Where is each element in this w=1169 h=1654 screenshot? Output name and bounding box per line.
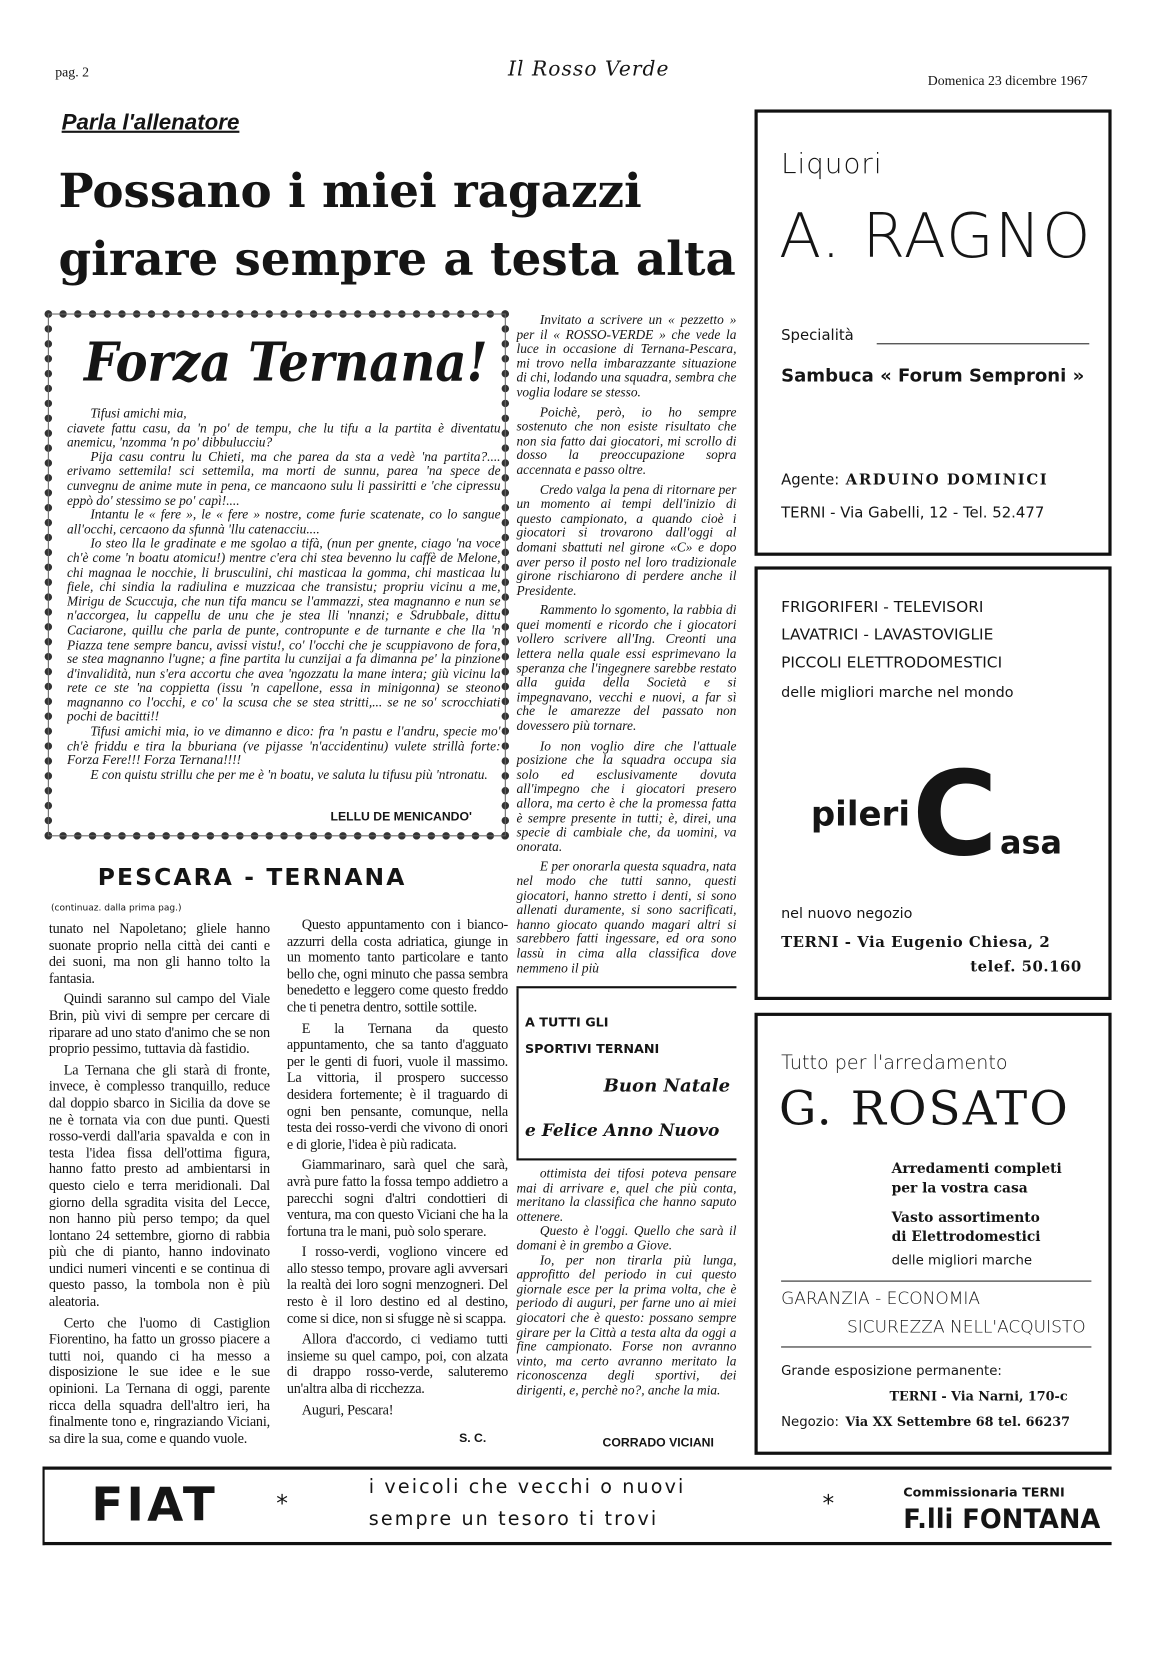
title-part: TERNANA (266, 865, 407, 892)
ad-dealer: F.lli FONTANA (903, 1503, 1101, 1535)
ad-text: delle migliori marche nel mondo (781, 684, 1014, 702)
paragraph: Credo valga la pena di ritornare per un momento ai tempi dell'inizio di questo campionato, a quando cioè i giocatori si trovarono dall'oggi al domani sbattuti nel girone «C» e dopo aver perso il posto nel loro tradizionale girone rischiarono di perdere anche il Presidente. (516, 481, 737, 598)
paragraph: Auguri, Pescara! (301, 1401, 394, 1418)
divider (781, 1281, 1091, 1282)
ad-text: Agente: (781, 471, 840, 489)
ad-slogan: i veicoli che vecchi o nuovi (368, 1476, 686, 1499)
greetings-line: A TUTTI GLI (524, 1014, 609, 1030)
ad-brand: G. ROSATO (778, 1081, 1070, 1137)
paragraph: E la Ternana da questo appuntamento, che sa tanto d'agguato per le genti di fuori, vuole il massimo. La vittoria, il prospero successo desidera fortemente; è il traguardo di ogni ben pensante, comunque, nella testa dei rosso-verdi che vivono di onori e di glorie, l'idea è più radicata. (286, 1019, 508, 1152)
paragraph: Questo appuntamento con i bianco-azzurri della costa adriatica, giunge in un momento tanto particolare e tanto bello che, ogni minuto che passa sembra benedetto e leggero come questo freddo che ti penetra dentro, sottile sottile. (286, 916, 508, 1015)
forza-ternana-box (45, 310, 509, 839)
ad-text: Arredamenti completi (891, 1161, 1062, 1178)
issue-date: Domenica 23 dicembre 1967 (927, 72, 1088, 89)
paragraph: Allora d'accordo, ci vediamo tutti insieme su quel campo, poi, con alzata di drappo rosso-verde, saluteremo un'altra alba di ricchezza. (286, 1330, 508, 1397)
asterisk-icon: * (822, 1490, 835, 1518)
page-number: pag. 2 (55, 63, 90, 80)
ad-feature (892, 1209, 1041, 1247)
paragraph: Tifusi amichi mia, (90, 407, 187, 421)
pescara-column-2 (287, 916, 508, 1422)
paragraph: Invitato a scrivere un « pezzetto » per il « ROSSO-VERDE » che vede la luce in occasione di Ternana-Pescara, mi trovo nella imbarazzante situazione di chi, lodando una squadra, sembra che voglia lodare se stesso. (516, 313, 737, 400)
kicker: Parla l'allenatore (61, 110, 240, 135)
paragraph: Io steo lla le gradinate e me sgolao a tifà, (nun per gnente, ciago 'na voce ch'è come 'n boatu atomicu!) mentre c'era chi stea bevenno lu caffè de Melone, chi magnaa le nocchie, li brusculini, chi masticaa la gomma, chi masticaa lu fiele, chi sindia la radiulina e muzzicaa che transistu; propriu vicinu a me, Mirigu de Scuccuja, che nun tifa mancu se l'ammazzi, stea magnanno e nun se n'accorgea, lu cappellu de unu che je stea lli 'nnanzi; e Sdrubbale, dittu Caciarone, quillu che parla de punte, contropunte e de turnante e che lla 'n Piazza tene sempre bancu, avissi vistu!, co' l'occhi che je scuppiavono de fora, se stea magnanno l'ugne; a fine partita lu cunzijai a fa dimanna pe' la pinzione d'invalidità, nun s'era accortu che avea 'ngozzatu la mane intera; giù vicinu la rete ce ste 'na coppietta (issu 'n capellone, essa in minigonna) se steono magnanno co l'occhi, e co' la scusa che se stea stritti,... se ne so' scrocchiati pochi de bacitti!! (66, 535, 501, 725)
ad-address: TERNI - Via Narni, 170-c (889, 1388, 1068, 1404)
divider (781, 1346, 1091, 1347)
paragraph: ciavete fattu casu, da 'n po' de tempu, che lu tifu a la partita è diventatu anemicu, 'nzomma 'n po' dibbulucciu? (66, 420, 501, 450)
ad-text: nel nuovo negozio (781, 905, 913, 923)
paragraph: Tifusi amichi mia, io ve dimanno e dico: fra 'n pastu e l'andru, specie mo' ch'è friddu e tira la bburiana (ve pijasse 'n'accidentinu) vulete strillà forte: Forza Fere!!! Forza Ternana!!!! (66, 723, 501, 768)
ad-text: SICUREZZA NELL'ACQUISTO (846, 1316, 1086, 1337)
ad-text: LAVATRICI - LAVASTOVIGLIE (781, 626, 994, 644)
ad-slogan: sempre un tesoro ti trovi (368, 1507, 659, 1531)
forza-ternana-title: Forza Ternana! (83, 330, 488, 394)
asterisk-icon: * (276, 1490, 288, 1518)
title-part: PESCARA (97, 865, 234, 892)
headline (58, 159, 736, 297)
pescara-ternana-title (98, 865, 407, 892)
ad-agent-row (781, 472, 1100, 489)
ad-text: PICCOLI ELETTRODOMESTICI (781, 654, 1003, 672)
ad-text: delle migliori marche (891, 1251, 1033, 1268)
forza-ternana-text (67, 407, 501, 802)
paragraph: Intantu le « fere », le « fere » nostre, come furie scatenate, co lo sangue all'occhi, cercaono da sfunnà 'llu catenacciu.... (66, 507, 501, 537)
greetings-line: SPORTIVI TERNANI (524, 1041, 660, 1057)
article-column (516, 313, 736, 978)
greetings-new-year: e Felice Anno Nuovo (524, 1120, 720, 1141)
ad-brand: A. RAGNO (778, 199, 1092, 273)
ad-address: TERNI - Via Gabelli, 12 - Tel. 52.477 (781, 504, 1045, 522)
ad-agent: ARDUINO DOMINICI (845, 471, 1049, 489)
paragraph: E con quistu strillu che per me è 'n boatu, ve saluta lu tifusu più 'ntronatu. (90, 767, 488, 782)
greetings-box (516, 988, 736, 1160)
ad-fiat-banner (43, 1467, 1112, 1546)
paragraph: I rosso-verdi, vogliono vincere ed allo stesso tempo, provare agli avversari la realtà dei loro sogni menzogneri. Del resto è il loro destino ed al destino, come si dice, non si sfugge nè si scappa. (286, 1243, 508, 1326)
article-author: CORRADO VICIANI (602, 1436, 714, 1450)
paragraph: Questo è l'oggi. Quello che sarà il domani è in grembo a Giove. (516, 1223, 737, 1253)
headline-line: girare sempre a testa alta (58, 232, 736, 287)
ad-phone: telef. 50.160 (970, 958, 1082, 976)
pileri-casa-logo (810, 740, 1063, 883)
paragraph: Rammento lo sgomento, la rabbia di quei momenti e ricordo che i giocatori vollero scrivere all'Ing. Creonti una lettera nella quale essi esprimevano la speranza che l'ingegnere sarebbe restato alla guida della Società e si impegnavano, vecchi e nuovi, a far sì che le amarezze del passato non dovessero più tornare. (516, 602, 737, 734)
pescara-signature: S. C. (459, 1432, 487, 1446)
ad-pileri-casa (755, 566, 1112, 1000)
paragraph: Poichè, però, io ho sempre sostenuto che non esiste risultato che non sia fatto dai giocatori, mi scrollo di dosso la preoccupazione sopra accennata e passo oltre. (516, 404, 737, 478)
paragraph: Certo che l'uomo di Castiglion Fiorentino, ha fatto un grosso piacere a tutti noi, quando ci ha messo a disposizione le sue idee e le sue opinioni. La Ternana di oggi, parente ricca della squadra dell'altro ieri, ha finalmente tono e, ringraziando Viciani, sa dire la sua, come e quando vuole. (48, 1314, 270, 1447)
logo-text: pileri (810, 793, 910, 835)
article-column (516, 1167, 736, 1431)
paragraph: Pija casu contru lu Chieti, ma che parea da sta a vedè 'na partita?.... erivamo settemila! sci settemila, ma morti de sunnu, parea 'na spece de cunvegnu de anime mute in pena, ce mancaono sulu li passiritti e 'che cipressu eppò do' stessimo se po' capì!.... (66, 449, 501, 508)
continued-note: (continuaz. dalla prima pag.) (51, 903, 182, 914)
paragraph: Giammarinaro, sarà quel che sarà, avrà pure fatto la fossa tempo addietro a parecchi sogni d'altri condottieri di ventura, ma con questo Viciani che ha la fortuna tra le mani, può solo sperare. (286, 1156, 508, 1239)
forza-ternana-signature: LELLU DE MENICANDO' (330, 810, 472, 824)
paragraph: E per onorarla questa squadra, nata nel modo che tutti sanno, questi giocatori, hanno stretto i denti, si sono allenati duramente, si sono sacrificati, hanno giocato quando magari altri si sarebbero fatti ingessare, ed ora sono lassù in cima alla classifica dove nemmeno il più (516, 859, 737, 976)
ad-feature (892, 1160, 1062, 1198)
ad-text: Negozio: (781, 1413, 840, 1430)
logo-text: asa (1000, 824, 1063, 862)
paragraph: ottimista dei tifosi poteva pensare mai di arrivare e, quel che più conta, meritano la classifica che hanno saputo ottenere. (516, 1166, 737, 1224)
ad-rosato (755, 1013, 1112, 1455)
ad-address: TERNI - Via Eugenio Chiesa, 2 (781, 934, 1051, 952)
masthead: Il Rosso Verde (507, 57, 670, 81)
paragraph: Quindi saranno sul campo del Viale Brin, più vivi di sempre per cercare di riparare ad uno stato d'animo che se non proprio pessimo, tuttavia dà fastidio. (48, 990, 270, 1057)
ad-text: Grande esposizione permanente: (781, 1362, 1002, 1379)
ad-product: Sambuca « Forum Semproni » (781, 365, 1085, 387)
ad-text: GARANZIA - ECONOMIA (781, 1287, 981, 1309)
pescara-column-1 (49, 920, 270, 1451)
ad-text: FRIGORIFERI - TELEVISORI (781, 599, 984, 617)
ad-text: Vasto assortimento (891, 1210, 1040, 1227)
paragraph: La Ternana che gli starà di fronte, invece, è complesso tranquillo, reduce dal doppio sbarco in Sicilia da dove se ne è tornata via con due punti. Questi rosso-verdi dall'aria spavalda e con in testa l'idea fissa dell'ottima figura, hanno fatto presto ad ambientarsi in questo cielo e terra meridionali. Dal giorno della sgradita visita del Lecce, non hanno più perso tempo; da quel lontano 24 settembre, giorno di rabbia più che di pianto, hanno indovinato undici numeri vincenti e se continua di questo passo, la tombola non è più aleatoria. (48, 1061, 270, 1310)
ad-text: di Elettrodomestici (891, 1229, 1041, 1246)
logo-text: C (912, 746, 998, 883)
ad-ragno (755, 109, 1112, 555)
ad-text: Tutto per l'arredamento (781, 1052, 1008, 1075)
paragraph: tunato nel Napoletano; gliele hanno suonate proprio nella città dei canti e dei suoni, ma non gli hanno tolto la fantasia. (48, 920, 270, 986)
ad-text: per la vostra casa (891, 1180, 1028, 1197)
ad-shop-row (781, 1413, 1100, 1429)
divider (877, 343, 1090, 344)
title-part: - (244, 865, 257, 892)
paragraph: Io, per non tirarla più lunga, approfitto del periodo in cui questo giornale esce per la prima volta, che è periodo di auguri, per farne uno ai miei giocatori che è questo: possano sempre girare per la Città a testa alta da oggi a fine campionato. Forse non avranno vinto, ma certo avranno meritato la riconoscenza degli sportivi, dei dirigenti, e, perchè no?, anche la mia. (516, 1252, 737, 1398)
ad-text: Liquori (781, 148, 883, 181)
ad-address: Via XX Settembre 68 tel. 66237 (845, 1414, 1071, 1430)
ad-text: Commissionaria TERNI (903, 1484, 1065, 1500)
paragraph: Io non voglio dire che l'attuale posizione che la squadra occupa sia solo ed esclusivamente dovuta all'impegno che i giocatori presero allora, ma certo è che la promessa fatta è sempre presente in tutti; è, direi, una specie di cambiale che, da uomini, va onorata. (516, 738, 737, 855)
headline-line: Possano i miei ragazzi (58, 164, 642, 219)
greetings-christmas: Buon Natale (603, 1075, 731, 1097)
ad-text: Specialità (781, 327, 854, 345)
fiat-logo: FIAT (91, 1478, 218, 1533)
